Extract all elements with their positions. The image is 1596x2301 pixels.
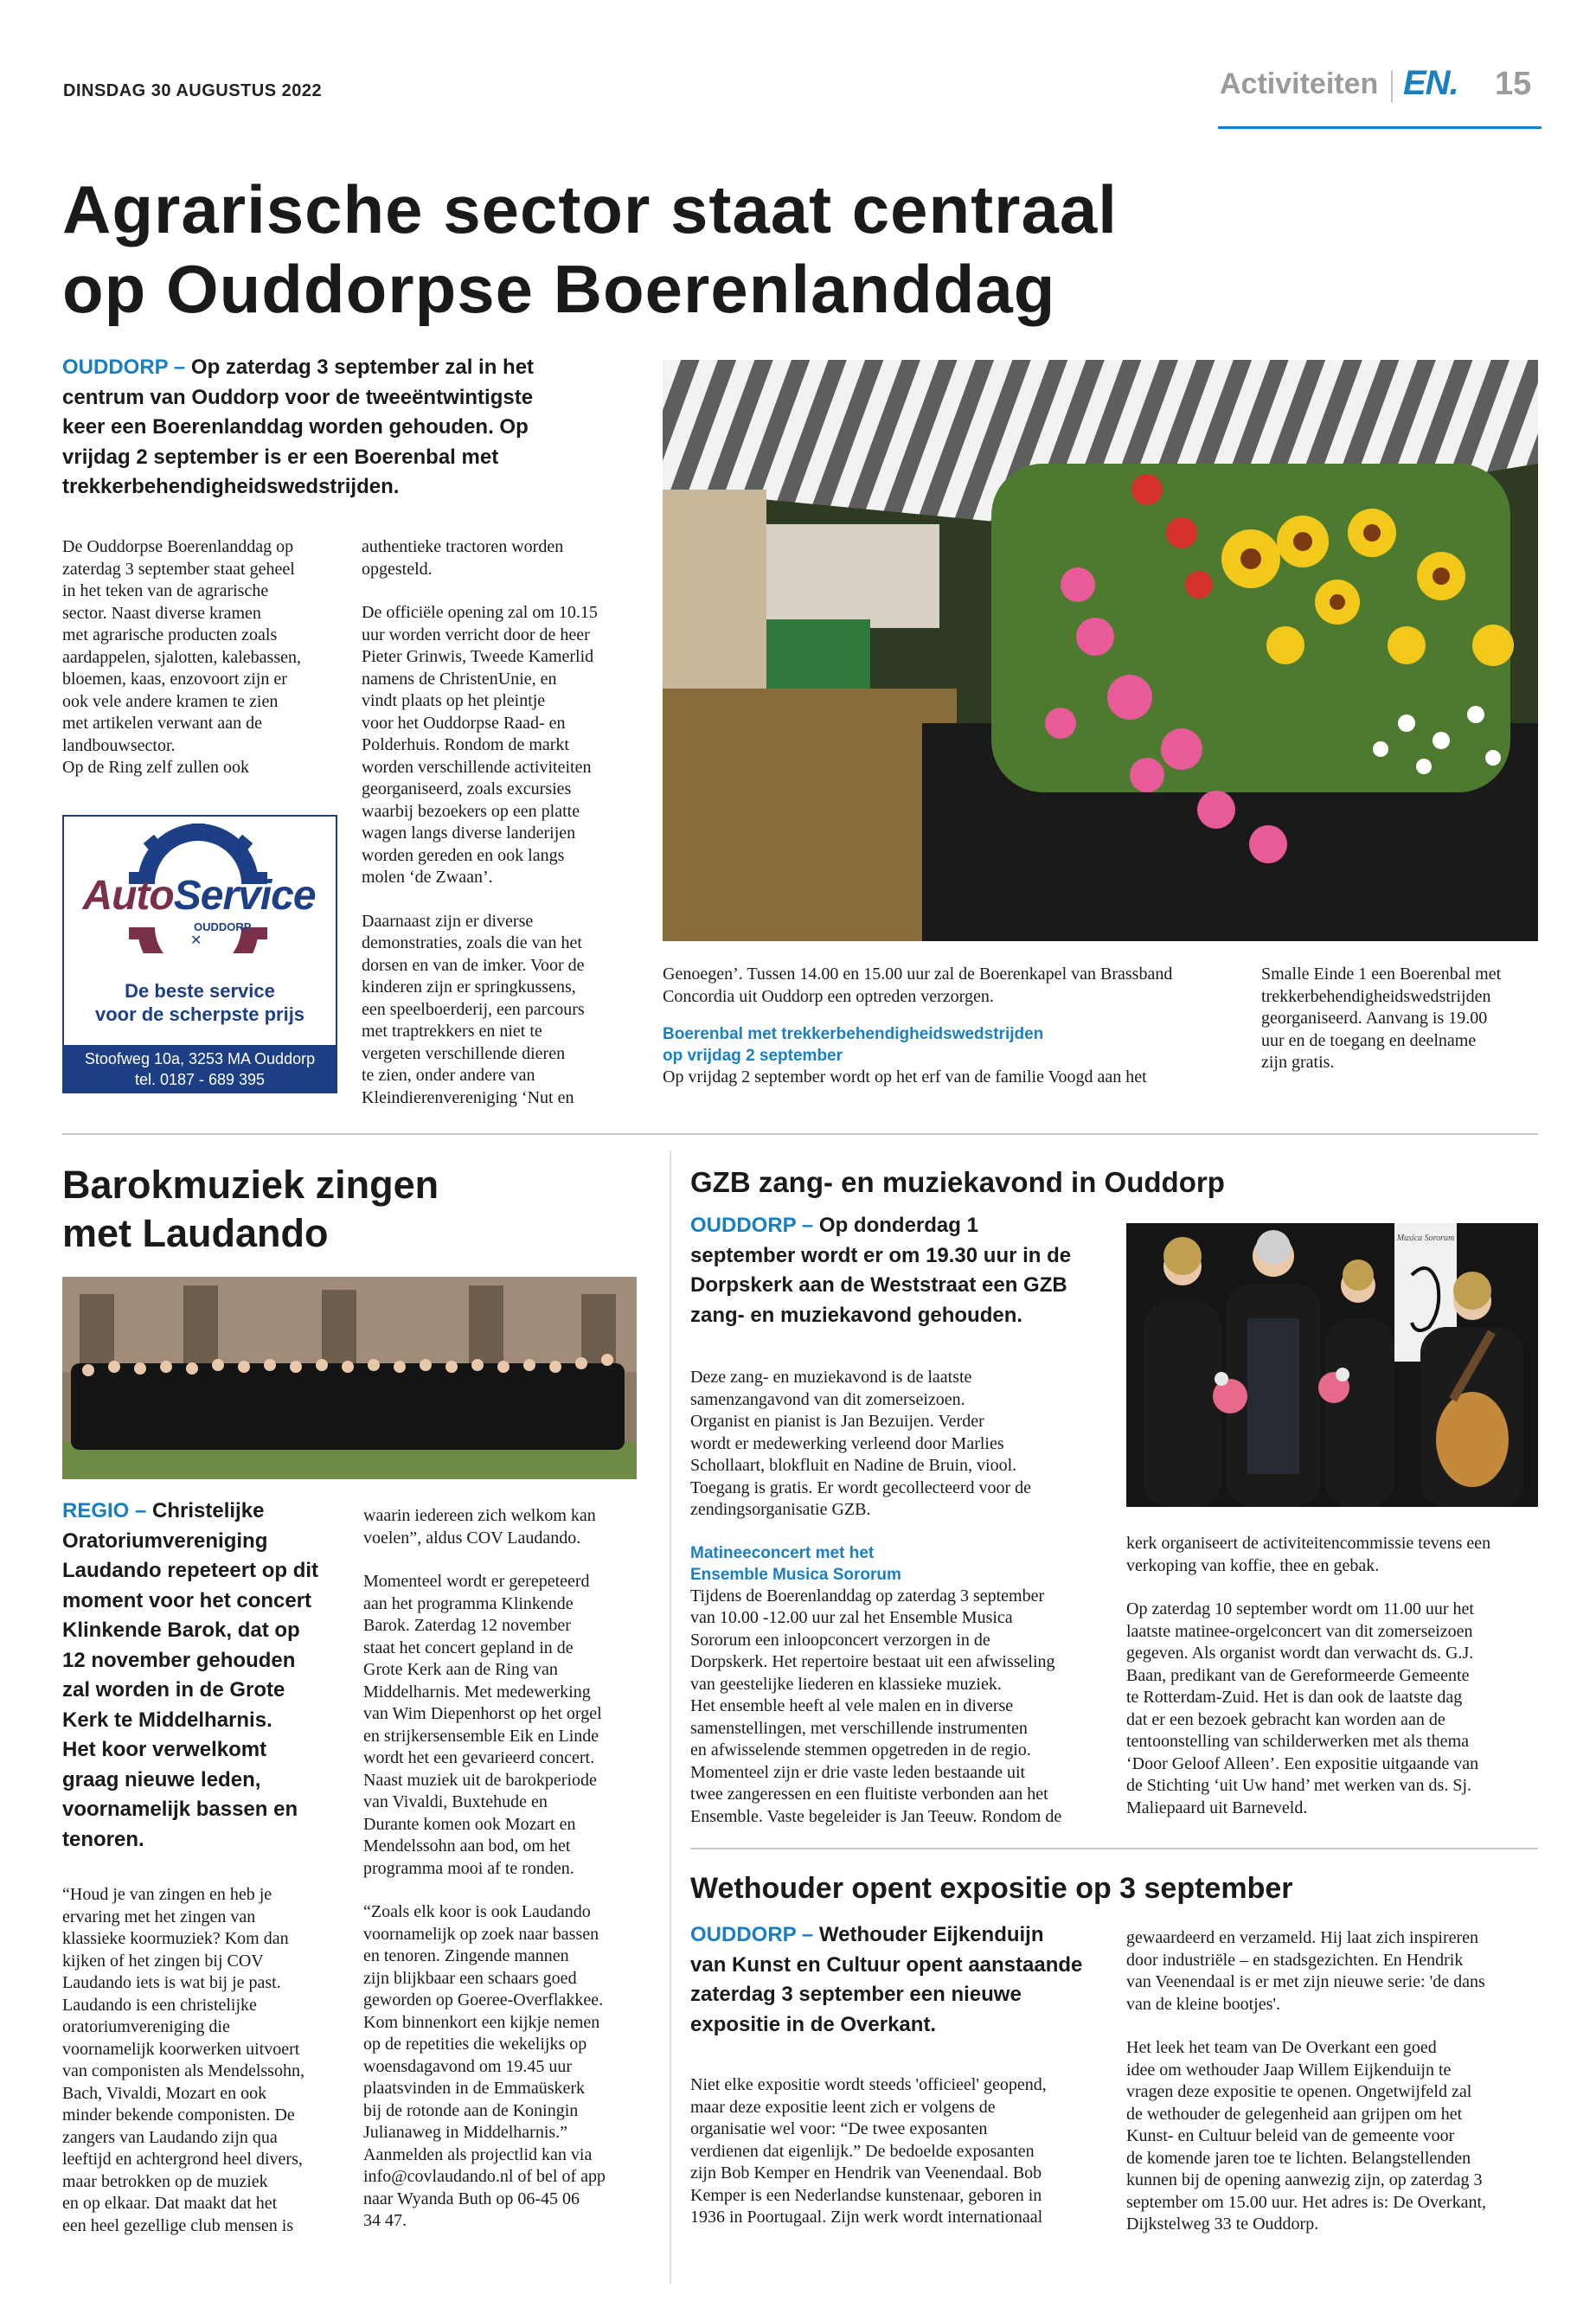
article1-headline	[62, 170, 1118, 329]
autoservice-ad[interactable]	[62, 815, 337, 1093]
article2-col2-paragraph2: Momenteel wordt er gerepeteerd aan het programma Klinkende Barok. Zaterdag 12 november staat het concert gepland in de Grote Kerk aan de Ring van Middelharnis. Met medewerking van Wim Diepenhorst op het orgel en strijkersensemble Eik en Linde wordt het een gevarieerd concert. Naast muziek uit de barokperiode van Vivaldi, Buxtehude en Durante komen ook Mozart en Mendelssohn aan bod, om het programma mooi af te ronden.	[363, 1572, 602, 1878]
article1-col4-paragraph: Smalle Einde 1 een Boerenbal met trekkerbehendigheidswedstrijden georganiseerd. Aanvang is 19.00 uur en de toegang en deelname zijn gratis.	[1261, 965, 1502, 1072]
article2-lead	[62, 1497, 365, 1855]
section-divider-rule	[62, 1133, 1538, 1135]
article1-col2-paragraph3: Daarnaast zijn er diverse demonstraties, zoals die van het dorsen en van de imker. Voor de kinderen zijn er springkussens, een speelboerderij, een parcours met traptrekkers en niet te vergeten verschillende dieren te zien, onder andere van Kleindierenvereniging ‘Nut en	[362, 911, 585, 1107]
article3-lead-place: OUDDORP –	[690, 1214, 814, 1237]
ad-tagline	[64, 979, 336, 1026]
article4-lead	[690, 1920, 1114, 2040]
banner-text: Musica Sororum	[1396, 1234, 1455, 1243]
article1-column4	[1261, 964, 1538, 1096]
article1-column3	[663, 964, 1251, 1111]
wrench-icon: ✕	[190, 933, 202, 948]
article2-lead-place: REGIO –	[62, 1499, 147, 1522]
article1-lead-place: OUDDORP –	[62, 356, 186, 379]
article1-col2-paragraph1: authentieke tractoren worden opgesteld.	[362, 537, 564, 579]
article4-col2-paragraph1: gewaardeerd en verzameld. Hij laat zich inspireren door industriële – en stadsgezichten. En Hendrik van Veenendaal is er met zijn nieuwe serie: 'de dans van de kleine bootjes'.	[1126, 1928, 1485, 2014]
header-rule	[1218, 126, 1542, 129]
article4-lead-place: OUDDORP –	[690, 1923, 814, 1946]
musica-sororum-photo	[1126, 1223, 1538, 1507]
article3-col2-paragraph1: kerk organiseert de activiteitencommissie tevens een verkoping van koffie, thee en gebak.	[1126, 1534, 1491, 1575]
article1-subhead: Boerenbal met trekkerbehendigheidswedstrijden op vrijdag 2 september	[663, 1025, 1044, 1065]
ad-tagline-line2: voor de scherpste prijs	[94, 1003, 305, 1025]
article2-headline-line2: met Laudando	[62, 1211, 329, 1255]
article1-headline-line2: op Ouddorpse Boerenlanddag	[62, 251, 1056, 327]
article3-subhead: Matineeconcert met het Ensemble Musica Sororum	[690, 1543, 901, 1584]
column-divider	[670, 1150, 671, 2284]
article4-divider-rule	[690, 1848, 1538, 1849]
article2-col2-paragraph1: waarin iedereen zich welkom kan voelen”, aldus COV Laudando.	[363, 1506, 596, 1548]
article2-column2	[363, 1505, 657, 2254]
article2-col2-paragraph3: “Zoals elk koor is ook Laudando voornamelijk op zoek naar bassen en tenoren. Zingende mannen zijn blijkbaar een schaars goed geworden op Goeree-Overflakkee. Kom binnenkort een kijkje nemen op de repetities die wekelijks op woensdagavond om 19.45 uur plaatsvinden in de Emmaüskerk bij de rotonde aan de Koningin Julianaweg in Middelharnis.” Aanmelden als projectlid kan via info@covlaudando.nl of bel of app naar Wyanda Buth op 06-45 06 34 47.	[363, 1902, 606, 2230]
section-label: Activiteiten	[1220, 67, 1379, 100]
brand-service: Service	[173, 873, 316, 919]
article1-headline-line1: Agrarische sector staat centraal	[62, 171, 1118, 247]
article4-headline: Wethouder opent expositie op 3 september	[690, 1872, 1293, 1905]
article4-column2	[1126, 1927, 1542, 2258]
page-date: DINSDAG 30 AUGUSTUS 2022	[63, 81, 323, 100]
article4-col1-paragraph: Niet elke expositie wordt steeds 'officieel' geopend, maar deze expositie leent zich er volgens de organisatie wel voor: “De twee exposanten verdienen dat eigenlijk.” De bedoelde exposanten zijn Bob Kemper en Hendrik van Veenendaal. Bob Kemper is een Nederlandse kunstenaar, geboren in 1936 in Poortugaal. Zijn werk wordt internationaal	[690, 2075, 1047, 2227]
article2-column1	[62, 1884, 356, 2259]
page-number: 15	[1495, 66, 1532, 102]
brand-auto: Auto	[82, 873, 174, 919]
article2-headline-line1: Barokmuziek zingen	[62, 1163, 439, 1207]
article1-column1	[62, 536, 348, 801]
ad-tagline-line1: De beste service	[125, 980, 275, 1002]
article4-col2-paragraph2: Het leek het team van De Overkant een goed idee om wethouder Jaap Willem Eijkenduijn te vragen deze expositie te openen. Ongetwijfeld zal de wethouder de gelegenheid aan grijpen om het Kunst- en Cultuur beleid van de gemeente voor de komende jaren toe te lichten. Belangstellenden kunnen bij de opening aanwezig zijn, op zaterdag 3 september om 15.00 uur. Het adres is: De Overkant, Dijkstelweg 33 te Ouddorp.	[1126, 2038, 1487, 2234]
article3-column1	[690, 1367, 1106, 1849]
flower-market-photo	[663, 360, 1538, 941]
choir-photo	[62, 1277, 637, 1479]
autoservice-sub: OUDDORP	[194, 920, 252, 933]
article3-col1-paragraph1: Deze zang- en muziekavond is de laatste samenzangavond van dit zomerseizoen. Organist en pianist is Jan Bezuijen. Verder wordt er medewerking verleend door Marlies Schollaart, blokfluit en Nadine de Bruin, viool. Toegang is gratis. Er wordt gecollecteerd voor de zendingsorganisatie GZB.	[690, 1368, 1032, 1519]
article3-col1-paragraph2: Tijdens de Boerenlanddag op zaterdag 3 september van 10.00 -12.00 uur zal het Ensemble Musica Sororum een inloopconcert verzorgen in de Dorpskerk. Het repertoire bestaat uit een afwisseling van geestelijke liederen en klassieke muziek. Het ensemble heeft al vele malen en in diverse samenstellingen, met verschillende instrumenten en afwisselende stemmen opgetreden in de regio. Momenteel zijn er drie vaste leden bestaande uit twee zangeressen en een fluitiste verbonden aan het Ensemble. Vaste begeleider is Jan Teeuw. Rondom de	[690, 1586, 1062, 1826]
article1-col3-paragraph2: Op vrijdag 2 september wordt op het erf van de familie Voogd aan het	[663, 1067, 1147, 1086]
article1-col2-paragraph2: De officiële opening zal om 10.15 uur worden verricht door de heer Pieter Grinwis, Tweede Kamerlid namens de ChristenUnie, en vindt plaats op het pleintje voor het Ouddorpse Raad- en Polderhuis. Rondom de markt worden verschillende activiteiten georganiseerd, zoals excursies waarbij bezoekers op een platte wagen langs diverse landerijen worden gereden en ook langs molen ‘de Zwaan’.	[362, 603, 598, 887]
article2-headline	[62, 1161, 439, 1258]
ad-address: Stoofweg 10a, 3253 MA Ouddorp	[84, 1050, 316, 1067]
article3-lead	[690, 1211, 1123, 1330]
article3-col2-paragraph2: Op zaterdag 10 september wordt om 11.00 uur het laatste matinee-orgelconcert van dit zomerseizoen gegeven. Als organist wordt dan verwacht ds. G.J. Baan, predikant van de Gereformeerde Gemeente te Rotterdam-Zuid. Het is dan ook de laatste dag dat er een bezoek gebracht kan worden aan de tentoonstelling van schilderwerken met als thema ‘Door Geloof Alleen’. Een expositie uitgaande van de Stichting ‘uit Uw hand’ met werken van ds. Sj. Maliepaard uit Barneveld.	[1126, 1599, 1479, 1817]
article1-lead	[62, 353, 668, 503]
article4-lead-text: Wethouder Eijkenduijn van Kunst en Cultuur opent aanstaande zaterdag 3 september een nieuwe expositie in de Overkant.	[690, 1923, 1083, 2036]
article3-column2	[1126, 1533, 1542, 1841]
ad-contact-bar	[64, 1045, 336, 1092]
section-divider	[1391, 71, 1393, 102]
article1-lead-text: Op zaterdag 3 september zal in het centrum van Ouddorp voor de tweeëntwintigste keer een Boerenlanddag worden gehouden. Op vrijdag 2 september is er een Boerenbal met trekkerbehendigheidswedstrijden.	[62, 356, 535, 498]
ad-phone: tel. 0187 - 689 395	[134, 1071, 266, 1088]
article3-headline: GZB zang- en muziekavond in Ouddorp	[690, 1166, 1225, 1198]
article1-col1-paragraph: De Ouddorpse Boerenlanddag op zaterdag 3 september staat geheel in het teken van de agrarische sector. Naast diverse kramen met agrarische producten zoals aardappelen, sjalotten, kalebassen, bloemen, kaas, enzovoort zijn er ook vele andere kramen te zien met artikelen verwant aan de landbouwsector. Op de Ring zelf zullen ook	[62, 537, 301, 777]
autoservice-brand	[69, 872, 329, 920]
article1-col3-paragraph1: Genoegen’. Tussen 14.00 en 15.00 uur zal de Boerenkapel van Brassband Concordia uit Ouddorp een optreden verzorgen.	[663, 965, 1173, 1006]
article2-lead-text: Christelijke Oratoriumvereniging Laudando repeteert op dit moment voor het concert Klinkende Barok, dat op 12 november gehouden zal worden in de Grote Kerk te Middelharnis. Het koor verwelkomt graag nieuwe leden, voornamelijk bassen en tenoren.	[62, 1499, 319, 1851]
article2-col1-paragraph: “Houd je van zingen en heb je ervaring met het zingen van klassieke koormuziek? Kom dan kijken of het zingen bij COV Laudando iets is wat bij je past. Laudando is een christelijke oratoriumvereniging die voornamelijk koorwerken uitvoert van componisten als Mendelssohn, Bach, Vivaldi, Mozart en ook minder bekende componisten. De zangers van Laudando zijn qua leeftijd en achtergrond heel divers, maar betrokken op de muziek en op elkaar. Dat maakt dat het een heel gezellige club mensen is	[62, 1885, 304, 2235]
article4-column1	[690, 2074, 1106, 2251]
newspaper-logo: EN.	[1403, 64, 1458, 102]
article1-column2	[362, 536, 647, 1131]
article3-lead-text: Op donderdag 1 september wordt er om 19.30 uur in de Dorpskerk aan de Weststraat een GZB zang- en muziekavond gehouden.	[690, 1214, 1072, 1327]
